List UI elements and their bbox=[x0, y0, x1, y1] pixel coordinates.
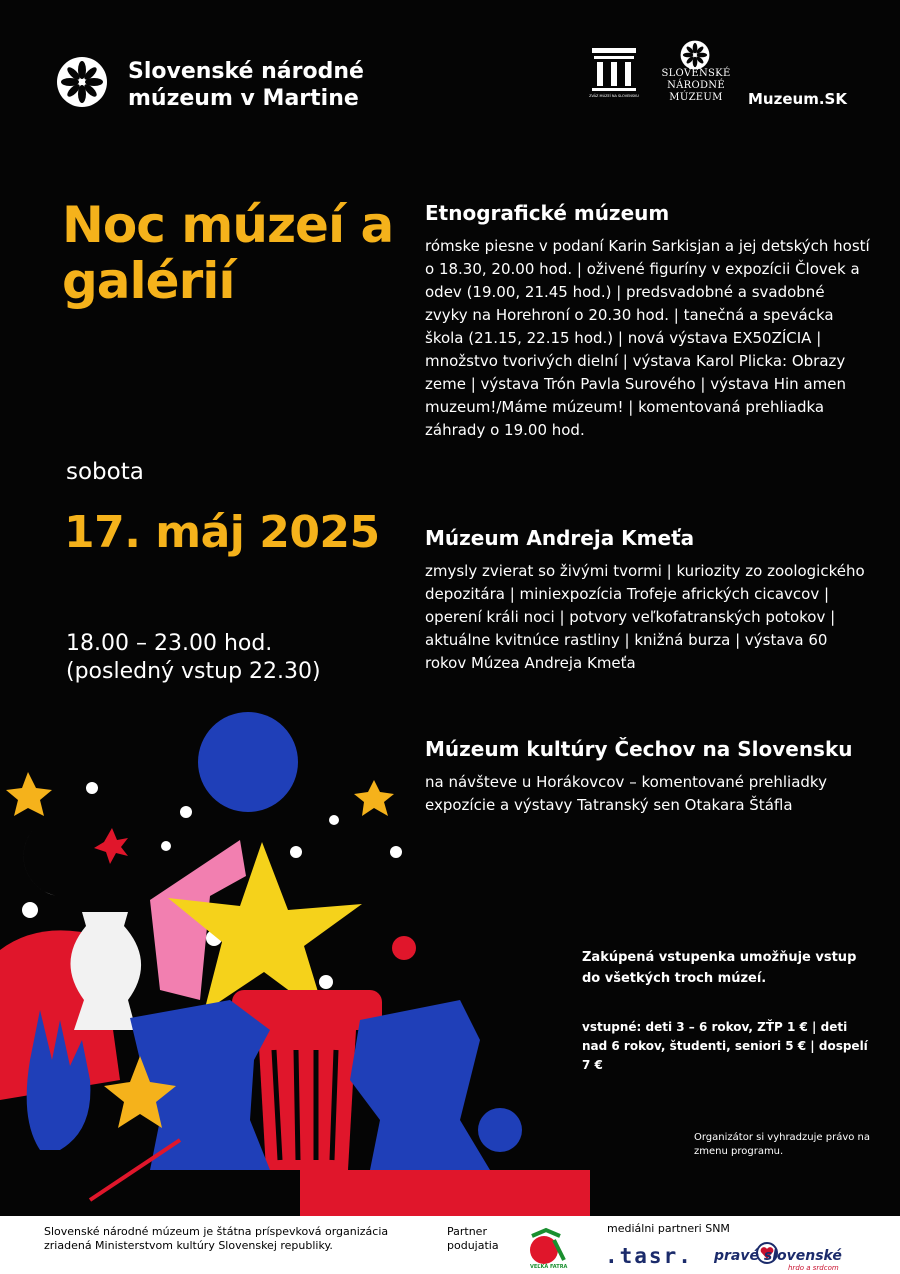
crescent-moon-icon bbox=[23, 822, 86, 897]
event-time: 18.00 – 23.00 hod. bbox=[66, 631, 273, 656]
event-time-block bbox=[66, 630, 386, 686]
event-day: sobota bbox=[66, 459, 144, 485]
museum-name: Múzeum Andreja Kmeťa bbox=[425, 526, 695, 550]
prave-slovenske-tagline: hrdo a srdcom bbox=[788, 1264, 839, 1272]
star-icon bbox=[94, 828, 128, 864]
event-last-entry: (posledný vstup 22.30) bbox=[66, 659, 321, 684]
prave-slovenske-logo: pravé slovenské bbox=[714, 1248, 842, 1264]
event-title: Noc múzeí a galérií bbox=[62, 196, 394, 310]
dot-icon bbox=[161, 841, 171, 851]
red-ball-icon bbox=[392, 936, 416, 960]
dot-icon bbox=[319, 975, 333, 989]
footer bbox=[0, 1216, 900, 1274]
red-base bbox=[300, 1170, 590, 1216]
blue-ball-icon bbox=[478, 1108, 522, 1152]
velka-fatra-logo-text: VEĽKÁ FATRA bbox=[530, 1264, 568, 1270]
star-icon bbox=[6, 772, 52, 816]
vase-icon bbox=[70, 912, 141, 1030]
snm-logo-text: SLOVENSKÉ NÁRODNÉ MÚZEUM bbox=[661, 68, 731, 103]
dot-icon bbox=[22, 902, 38, 918]
dot-icon bbox=[180, 806, 192, 818]
footer-legal: Slovenské národné múzeum je štátna príspevková organizácia zriadená Ministerstvom kultúry Slovenskej republiky. bbox=[44, 1225, 389, 1252]
museum-program: rómske piesne v podaní Karin Sarkisjan a jej detských hostí o 18.30, 20.00 hod. | oživené figuríny v expozícii Človek a odev (19.00, 21.45 hod.) | predsvadobné a svadobné zvyky na Horehroní o 20.30 hod. | tanečná a spevácka škola (21.15, 22.15 hod.) | nová výstava EX50ZÍCIA | množstvo tvorivých dielní | výstava Karol Plicka: Obrazy zeme | výstava Trón Pavla Surového | výstava Hin amen muzeum!/Máme múzeum! | komentovaná prehliadka záhrady o 19.00 hod. bbox=[425, 237, 870, 439]
snm-martin-logo-icon bbox=[56, 56, 108, 108]
museum-name: Múzeum kultúry Čechov na Slovensku bbox=[425, 737, 853, 761]
dot-icon bbox=[86, 782, 98, 794]
moon-circle-icon bbox=[198, 712, 298, 812]
illustration bbox=[0, 700, 600, 1216]
dot-icon bbox=[290, 846, 302, 858]
ticket-prices: vstupné: deti 3 – 6 rokov, ZŤP 1 € | deti nad 6 rokov, študenti, seniori 5 € | dospelí 7 € bbox=[582, 1020, 868, 1072]
snm-logo-icon bbox=[680, 40, 710, 70]
dot-icon bbox=[390, 846, 402, 858]
partner-label: Partner podujatia bbox=[447, 1225, 499, 1252]
museum-ethnographic bbox=[425, 199, 870, 442]
museum-program: na návšteve u Horákovcov – komentované prehliadky expozície a výstavy Tatranský sen Otakara Štáfla bbox=[425, 773, 827, 814]
brand-name: Slovenské národné múzeum v Martine bbox=[128, 59, 364, 111]
dot-icon bbox=[329, 815, 339, 825]
blue-figure-right bbox=[350, 1000, 490, 1170]
website-link[interactable]: Muzeum.SK bbox=[748, 90, 847, 108]
organizer-note: Organizátor si vyhradzuje právo na zmenu programu. bbox=[694, 1132, 870, 1157]
museum-andrej-kmet bbox=[425, 524, 870, 675]
ticket-note: Zakúpená vstupenka umožňuje vstup do všetkých troch múzeí. bbox=[582, 950, 857, 986]
event-date: 17. máj 2025 bbox=[64, 507, 380, 558]
museum-union-logo-text: ZVÄZ MÚZEÍ NA SLOVENSKU bbox=[589, 94, 639, 98]
star-icon bbox=[354, 780, 394, 816]
tasr-logo: .tasr. bbox=[605, 1244, 693, 1268]
museum-name: Etnografické múzeum bbox=[425, 201, 670, 225]
media-partners-label: mediálni partneri SNM bbox=[607, 1222, 730, 1235]
museum-program: zmysly zvierat so živými tvormi | kuriozity zo zoologického depozitára | miniexpozícia Trofeje afrických cicavcov | operení králi noci | potvory veľkofatranských potokov | aktuálne kvitnúce rastliny | knižná burza | výstava 60 rokov Múzea Andreja Kmeťa bbox=[425, 562, 865, 672]
